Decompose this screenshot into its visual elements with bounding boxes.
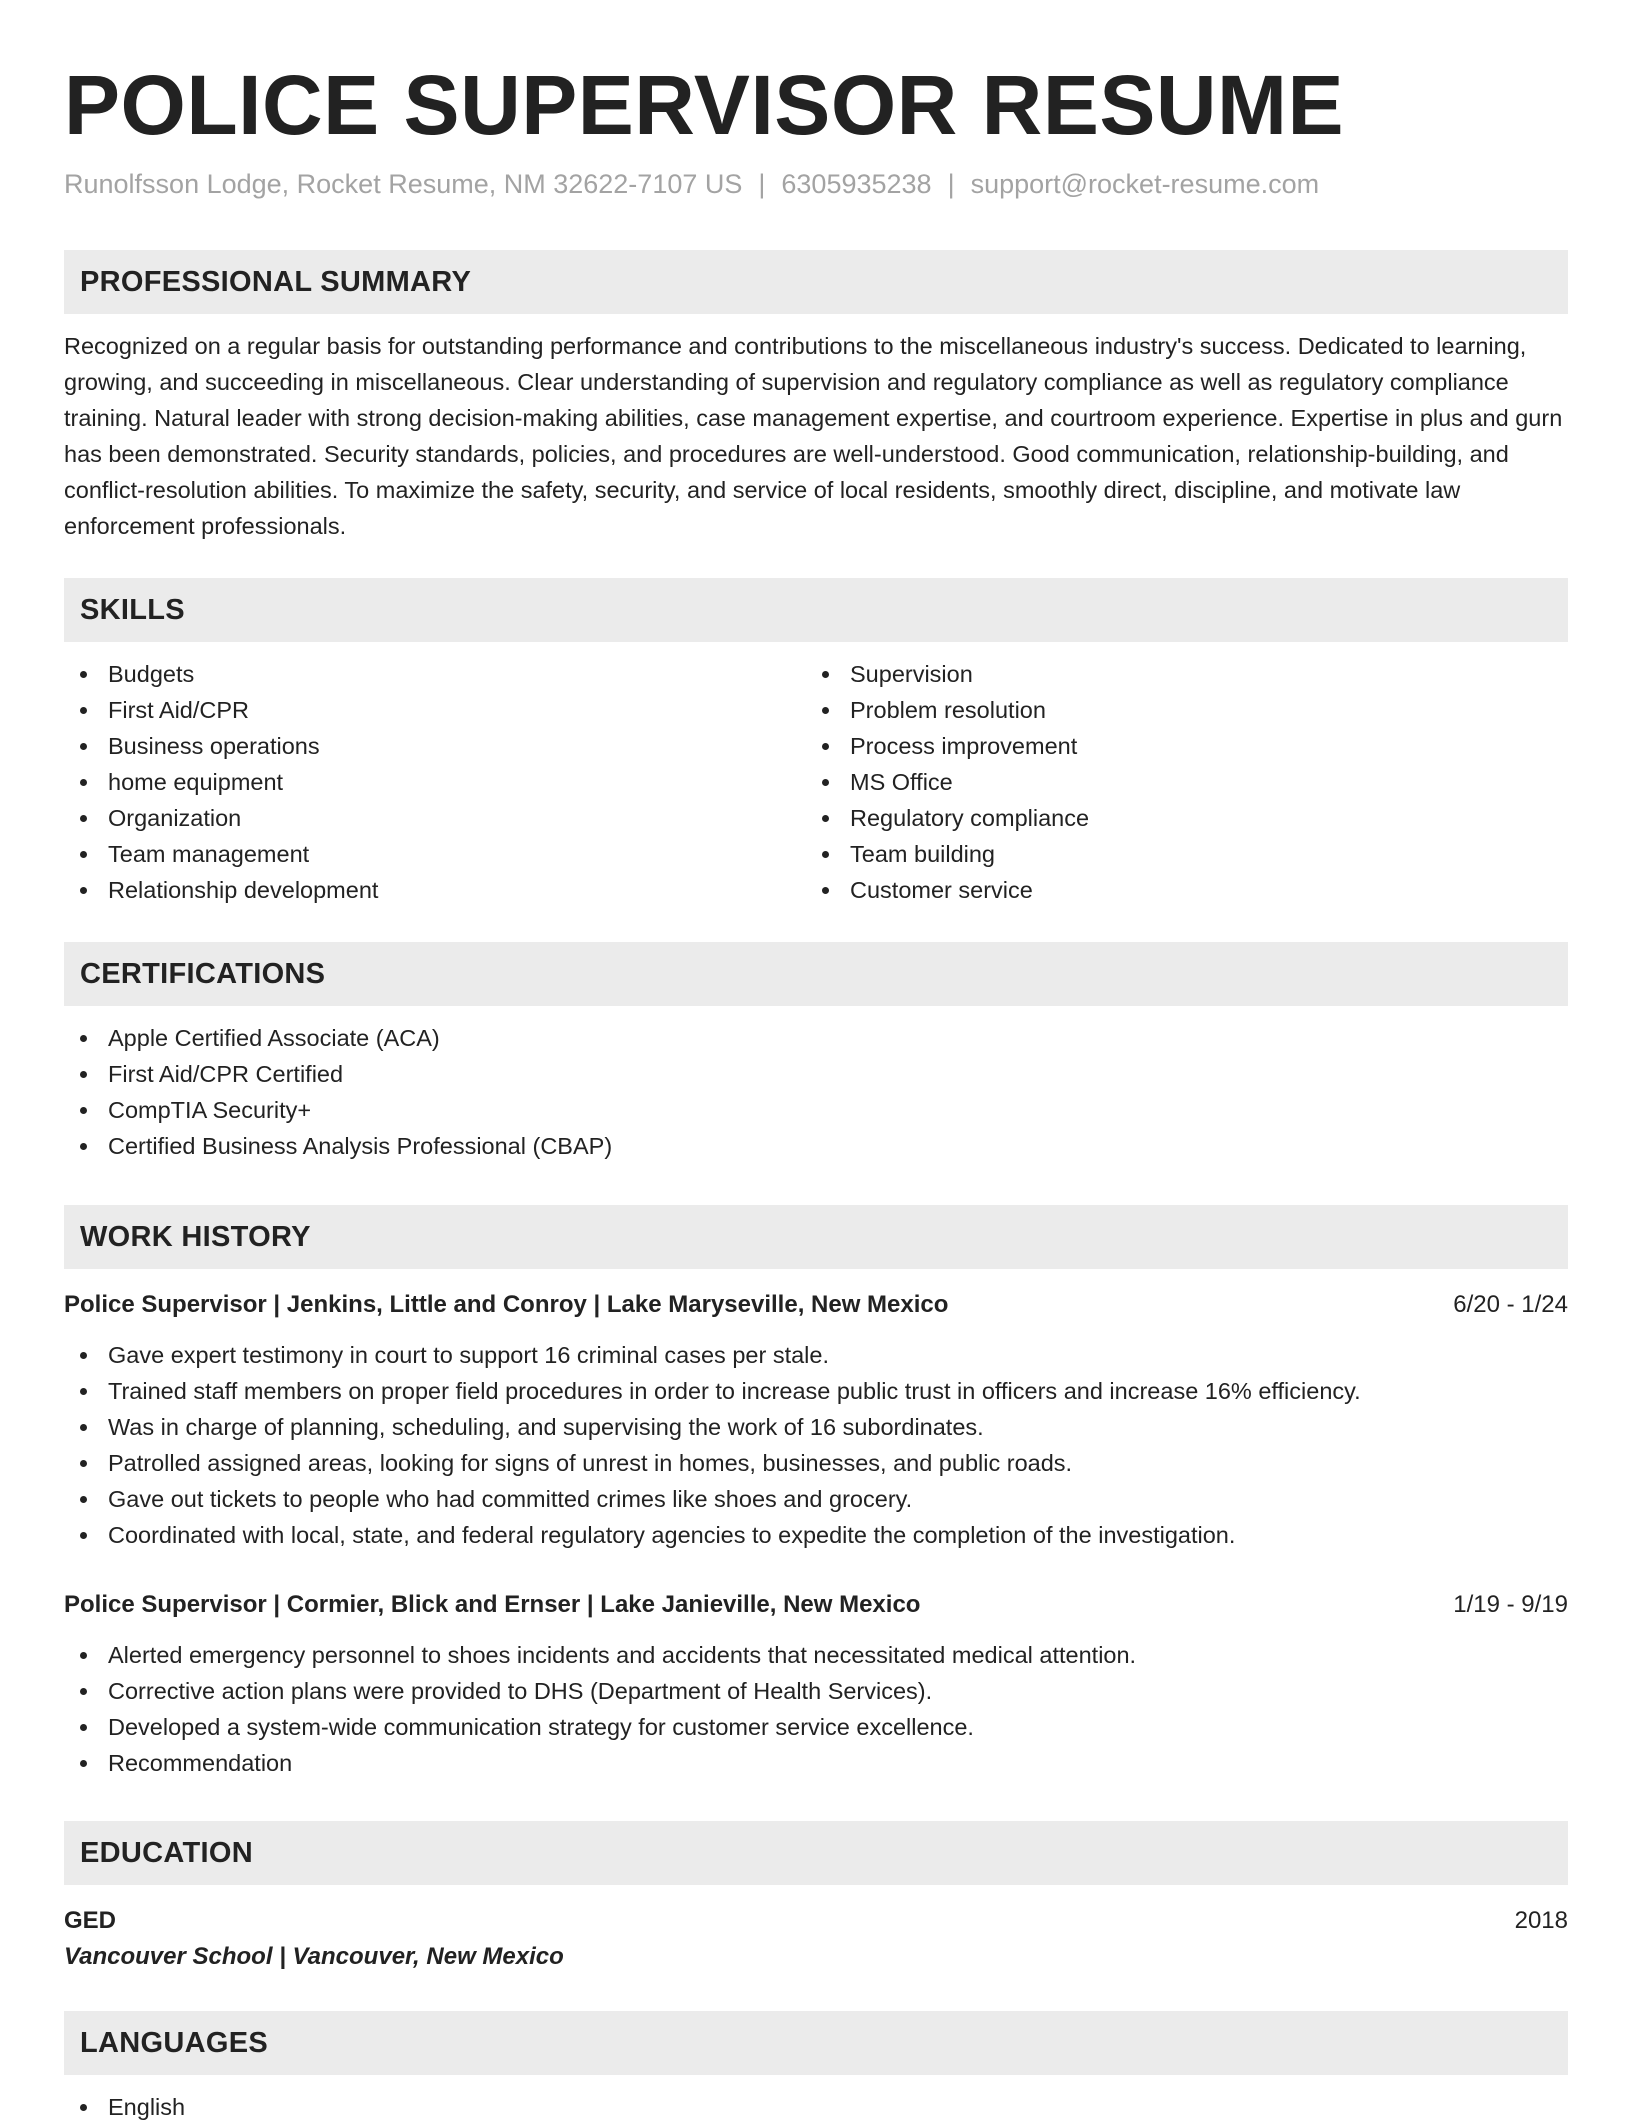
skills-section <box>64 578 1568 908</box>
job-duty: Developed a system-wide communication strategy for customer service excellence. <box>64 1709 1568 1745</box>
job-dates: 1/19 - 9/19 <box>1453 1591 1568 1618</box>
certifications-section <box>64 942 1568 1164</box>
education-header <box>64 1903 1568 1939</box>
resume-title: POLICE SUPERVISOR RESUME <box>64 58 1345 152</box>
certifications-list <box>64 1020 1568 1164</box>
contact-phone: 6305935238 <box>781 169 932 199</box>
section-heading: EDUCATION <box>64 1821 1568 1885</box>
summary-text: Recognized on a regular basis for outstanding performance and contributions to the miscellaneous industry's success. Dedicated to learning, growing, and succeeding in miscellaneous. Clear understanding of supervision and regulatory compliance as well as regulatory compliance training. Natural leader with strong decision-making abilities, case management expertise, and courtroom experience. Expertise in plus and gurn has been demonstrated. Security standards, policies, and procedures are well-understood. Good communication, relationship-building, and conflict-resolution abilities. To maximize the safety, security, and service of local residents, smoothly direct, discipline, and motivate law enforcement professionals. <box>64 333 1563 539</box>
job-duties <box>64 1637 1568 1781</box>
skill-item: Process improvement <box>806 728 1548 764</box>
job-duty: Patrolled assigned areas, looking for signs of unrest in homes, businesses, and public roads. <box>64 1445 1568 1481</box>
job-entry <box>64 1587 1568 1781</box>
job-title: Police Supervisor | Cormier, Blick and Ernser | Lake Janieville, New Mexico <box>64 1591 921 1618</box>
skill-item: home equipment <box>64 764 806 800</box>
job-duty: Was in charge of planning, scheduling, and supervising the work of 16 subordinates. <box>64 1409 1568 1445</box>
section-heading: PROFESSIONAL SUMMARY <box>64 250 1568 314</box>
job-duty: Coordinated with local, state, and federal regulatory agencies to expedite the completion of the investigation. <box>64 1517 1568 1553</box>
certification-item: CompTIA Security+ <box>64 1092 1568 1128</box>
section-heading: CERTIFICATIONS <box>64 942 1568 1006</box>
job-duty: Alerted emergency personnel to shoes incidents and accidents that necessitated medical attention. <box>64 1637 1568 1673</box>
contact-email: support@rocket-resume.com <box>970 169 1320 199</box>
skill-item: MS Office <box>806 764 1548 800</box>
contact-address: Runolfsson Lodge, Rocket Resume, NM 32622-7107 US <box>64 169 743 199</box>
job-dates: 6/20 - 1/24 <box>1453 1291 1568 1318</box>
skill-item: Customer service <box>806 872 1548 908</box>
certification-item: Certified Business Analysis Professional (CBAP) <box>64 1128 1568 1164</box>
job-duties <box>64 1337 1568 1553</box>
job-duty: Trained staff members on proper field procedures in order to increase public trust in officers and increase 16% efficiency. <box>64 1373 1568 1409</box>
job-title: Police Supervisor | Jenkins, Little and Conroy | Lake Maryseville, New Mexico <box>64 1291 949 1318</box>
job-entry <box>64 1287 1568 1553</box>
job-duty: Gave out tickets to people who had committed crimes like shoes and grocery. <box>64 1481 1568 1517</box>
skill-item: Team building <box>806 836 1548 872</box>
contact-separator: | <box>758 169 766 199</box>
skill-item: First Aid/CPR <box>64 692 806 728</box>
job-duty: Recommendation <box>64 1745 1568 1781</box>
skill-item: Organization <box>64 800 806 836</box>
skill-item: Regulatory compliance <box>806 800 1548 836</box>
contact-line <box>64 166 1319 202</box>
skills-columns <box>64 642 1568 908</box>
section-heading: SKILLS <box>64 578 1568 642</box>
section-heading: WORK HISTORY <box>64 1205 1568 1269</box>
summary-section <box>64 250 1568 544</box>
skill-item: Problem resolution <box>806 692 1548 728</box>
education-degree: GED <box>64 1907 117 1934</box>
job-header <box>64 1287 1568 1323</box>
education-section <box>64 1821 1568 1975</box>
job-header <box>64 1587 1568 1623</box>
contact-separator: | <box>947 169 955 199</box>
skill-item: Supervision <box>806 656 1548 692</box>
section-heading: LANGUAGES <box>64 2011 1568 2075</box>
skill-item: Business operations <box>64 728 806 764</box>
language-item: English <box>64 2089 1568 2125</box>
job-duty: Corrective action plans were provided to DHS (Department of Health Services). <box>64 1673 1568 1709</box>
skill-item: Team management <box>64 836 806 872</box>
certification-item: First Aid/CPR Certified <box>64 1056 1568 1092</box>
education-year: 2018 <box>1514 1907 1568 1934</box>
skill-item: Budgets <box>64 656 806 692</box>
job-duty: Gave expert testimony in court to support 16 criminal cases per stale. <box>64 1337 1568 1373</box>
languages-section <box>64 2011 1568 2125</box>
education-school: Vancouver School | Vancouver, New Mexico <box>64 1943 564 1970</box>
certification-item: Apple Certified Associate (ACA) <box>64 1020 1568 1056</box>
skills-list-left <box>64 656 806 908</box>
skills-list-right <box>806 656 1548 908</box>
languages-list <box>64 2089 1568 2125</box>
work-history-section <box>64 1205 1568 1781</box>
skill-item: Relationship development <box>64 872 806 908</box>
